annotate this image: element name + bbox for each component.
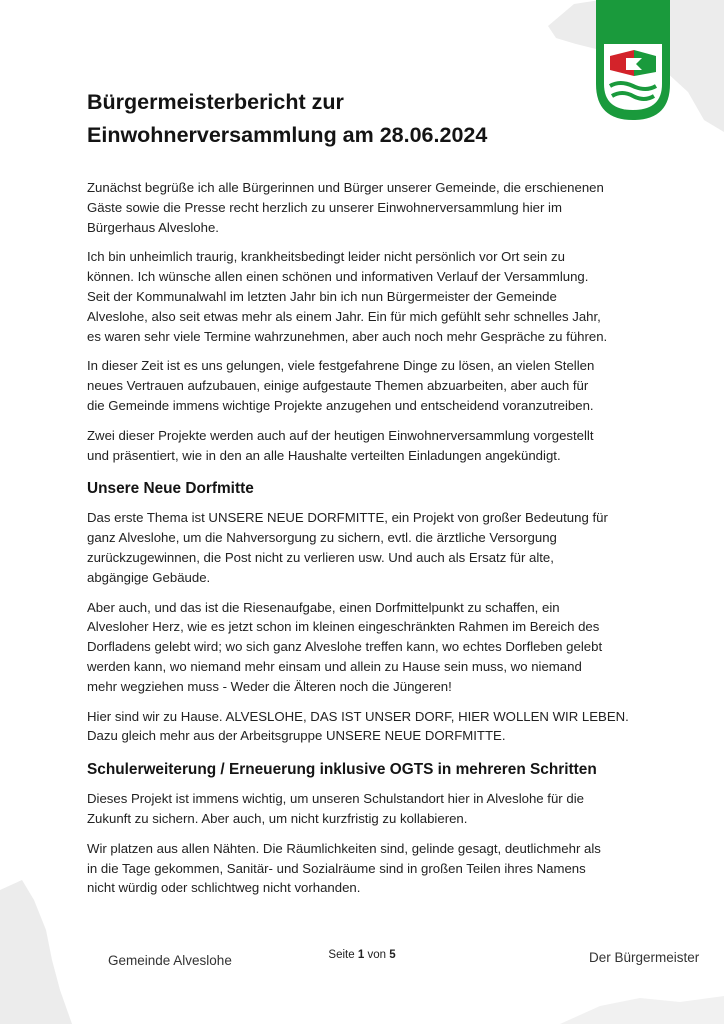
text-line: und präsentiert, wie in den an alle Haushalte verteilten Einladungen angekündigt. — [87, 447, 561, 463]
text-line: können. Ich wünsche allen einen schönen und informativen Verlauf der Versammlung. — [87, 269, 589, 285]
intro-paragraph — [87, 178, 643, 237]
text-line: Das erste Thema ist UNSERE NEUE DORFMITTE, ein Projekt von großer Bedeutung für — [87, 510, 608, 526]
section-heading: Schulerweiterung / Erneuerung inklusive OGTS in mehreren Schritten — [87, 761, 597, 779]
title-line: Einwohnerversammlung am 28.06.2024 — [87, 123, 488, 147]
section-paragraph — [87, 707, 643, 747]
text-line: Alveslohe, also seit etwas mehr als einem Jahr. Ein für mich gefühlt sehr schnelles Jahr, — [87, 308, 601, 324]
intro-paragraph — [87, 356, 643, 415]
text-line: ganz Alveslohe, um die Nahversorgung zu sichern, evtl. die ärztliche Versorgung — [87, 530, 557, 546]
text-line: mehr wegziehen muss - Weder die Älteren noch die Jüngeren! — [87, 678, 452, 694]
coat-of-arms-icon — [596, 0, 670, 120]
footer-municipality: Gemeinde Alveslohe — [108, 953, 232, 968]
text-line: Bürgerhaus Alveslohe. — [87, 219, 219, 235]
text-line: Zunächst begrüße ich alle Bürgerinnen und Bürger unserer Gemeinde, die erschienenen — [87, 180, 604, 195]
text-line: Dazu gleich mehr aus der Arbeitsgruppe UNSERE NEUE DORFMITTE. — [87, 728, 506, 744]
text-line: es waren sehr viele Termine wahrzunehmen, aber auch noch mehr Gespräche zu führen. — [87, 328, 608, 344]
intro-paragraph — [87, 247, 643, 346]
text-line: Seit der Kommunalwahl im letzten Jahr bin ich nun Bürgermeister der Gemeinde — [87, 288, 557, 304]
text-line: In dieser Zeit ist es uns gelungen, viele festgefahrene Dinge zu lösen, an vielen Stellen — [87, 358, 595, 374]
text-line: Gäste sowie die Presse recht herzlich zu unserer Einwohnerversammlung hier im — [87, 199, 562, 215]
text-line: Zwei dieser Projekte werden auch auf der heutigen Einwohnerversammlung vorgestellt — [87, 427, 594, 443]
page-current: 1 — [357, 949, 365, 961]
text-line: Ich bin unheimlich traurig, krankheitsbedingt leider nicht persönlich vor Ort sein zu — [87, 249, 565, 265]
text-line: Dorfladens gelebt wird; wo sich ganz Alveslohe treffen kann, wo echtes Dorfleben gelebt — [87, 639, 603, 655]
page-total: 5 — [389, 949, 396, 961]
page-separator: von — [367, 949, 386, 961]
section-paragraph — [87, 598, 643, 697]
text-line: in die Tage gekommen, Sanitär- und Sozialräume sind in großen Teilen ihres Namens — [87, 860, 586, 876]
text-line: nicht würdig oder schlichtweg nicht vorhanden. — [87, 880, 361, 896]
section-paragraph — [87, 508, 643, 587]
text-line: Hier sind wir zu Hause. ALVESLOHE, DAS IST UNSER DORF, HIER WOLLEN WIR LEBEN. — [87, 708, 629, 724]
footer-signature: Der Bürgermeister — [589, 950, 700, 965]
text-line: Wir platzen aus allen Nähten. Die Räumlichkeiten sind, gelinde gesagt, deutlichmehr als — [87, 840, 601, 856]
page-label: Seite — [328, 949, 355, 961]
intro-paragraph — [87, 426, 643, 466]
document-body — [87, 178, 643, 908]
page-title — [87, 86, 607, 152]
text-line: abgängige Gebäude. — [87, 569, 211, 585]
text-line: neues Vertrauen aufzubauen, einige aufgestaute Themen abzuarbeiten, aber auch für — [87, 378, 589, 394]
section-heading: Unsere Neue Dorfmitte — [87, 480, 254, 498]
text-line: Aber auch, und das ist die Riesenaufgabe, einen Dorfmittelpunkt zu schaffen, ein — [87, 599, 560, 615]
text-line: zurückzugewinnen, die Post nicht zu verlieren usw. Und auch als Ersatz für alte, — [87, 549, 554, 565]
title-line: Bürgermeisterbericht zur — [87, 90, 344, 114]
section-paragraph — [87, 839, 643, 898]
text-line: werden kann, wo niemand mehr einsam und allein zu Hause sein muss, wo niemand — [87, 658, 582, 674]
text-line: Zukunft zu sichern. Aber auch, um nicht kurzfristig zu kollabieren. — [87, 810, 468, 826]
text-line: die Gemeinde immens wichtige Projekte anzugehen und entscheidend voranzutreiben. — [87, 397, 594, 413]
text-line: Alvesloher Herz, wie es jetzt schon im kleinen eingeschränkten Rahmen im Bereich des — [87, 619, 600, 635]
text-line: Dieses Projekt ist immens wichtig, um unseren Schulstandort hier in Alveslohe für die — [87, 791, 584, 807]
section-paragraph — [87, 789, 643, 829]
